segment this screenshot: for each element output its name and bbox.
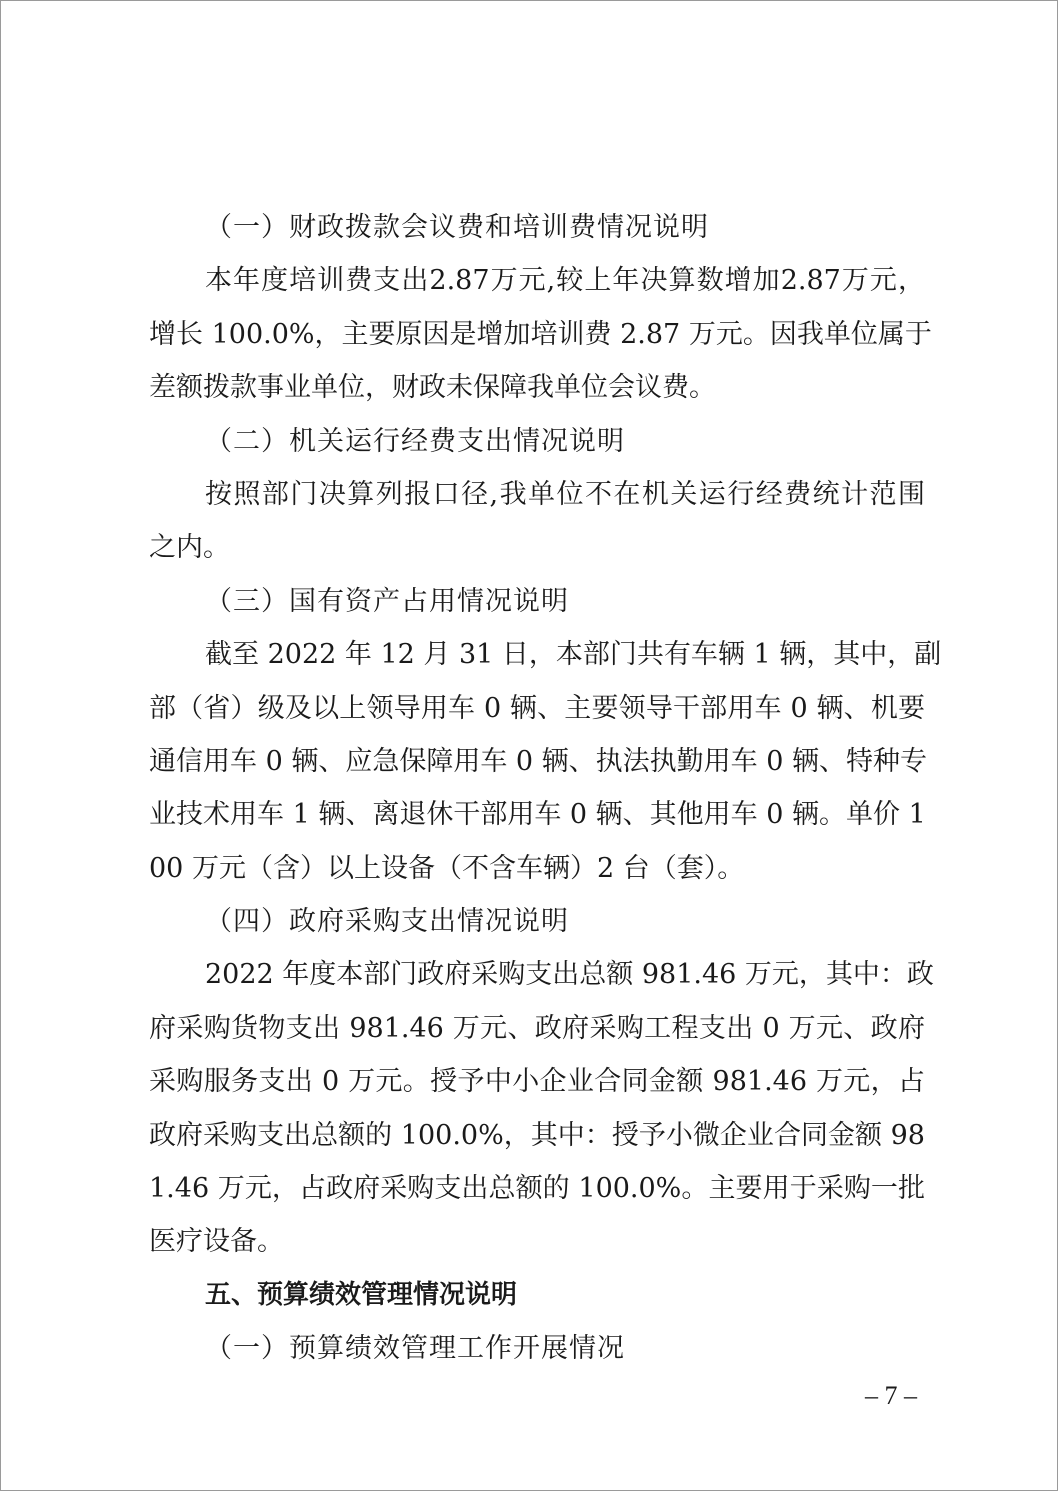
paragraph-line: 差额拨款事业单位，财政未保障我单位会议费。 bbox=[149, 372, 716, 404]
section-heading-state-assets: （三）国有资产占用情况说明 bbox=[205, 585, 569, 617]
paragraph-line: 按照部门决算列报口径,我单位不在机关运行经费统计范围 bbox=[205, 478, 925, 510]
sub-heading-performance-work: （一）预算绩效管理工作开展情况 bbox=[205, 1333, 625, 1365]
paragraph-line: 截至 2022 年 12 月 31 日，本部门共有车辆 1 辆，其中，副 bbox=[205, 639, 942, 671]
page-number: – 7 – bbox=[865, 1381, 917, 1410]
section-heading-operating-expenses: （二）机关运行经费支出情况说明 bbox=[205, 425, 625, 457]
section-heading-procurement: （四）政府采购支出情况说明 bbox=[205, 906, 569, 938]
paragraph-line: 00 万元（含）以上设备（不含车辆）2 台（套）。 bbox=[149, 852, 745, 884]
paragraph-line: 本年度培训费支出2.87万元,较上年决算数增加2.87万元， bbox=[205, 265, 925, 297]
paragraph-line: 政府采购支出总额的 100.0%，其中：授予小微企业合同金额 98 bbox=[149, 1119, 925, 1151]
paragraph-line: 之内。 bbox=[149, 532, 230, 564]
paragraph-line: 业技术用车 1 辆、离退休干部用车 0 辆、其他用车 0 辆。单价 1 bbox=[149, 799, 926, 831]
paragraph-line: 部（省）级及以上领导用车 0 辆、主要领导干部用车 0 辆、机要 bbox=[149, 692, 925, 724]
page-content bbox=[149, 201, 942, 1376]
section-heading-performance: 五、预算绩效管理情况说明 bbox=[205, 1279, 518, 1310]
paragraph-line: 增长 100.0%，主要原因是增加培训费 2.87 万元。因我单位属于 bbox=[149, 318, 932, 350]
paragraph-line: 通信用车 0 辆、应急保障用车 0 辆、执法执勤用车 0 辆、特种专 bbox=[149, 745, 928, 777]
paragraph-line: 府采购货物支出 981.46 万元、政府采购工程支出 0 万元、政府 bbox=[149, 1012, 925, 1044]
paragraph-line: 1.46 万元，占政府采购支出总额的 100.0%。主要用于采购一批 bbox=[149, 1173, 925, 1205]
section-heading-meeting-training: （一）财政拨款会议费和培训费情况说明 bbox=[205, 212, 709, 243]
paragraph-line: 2022 年度本部门政府采购支出总额 981.46 万元，其中：政 bbox=[205, 959, 934, 991]
paragraph-line: 医疗设备。 bbox=[149, 1226, 284, 1258]
paragraph-line: 采购服务支出 0 万元。授予中小企业合同金额 981.46 万元，占 bbox=[149, 1066, 925, 1098]
